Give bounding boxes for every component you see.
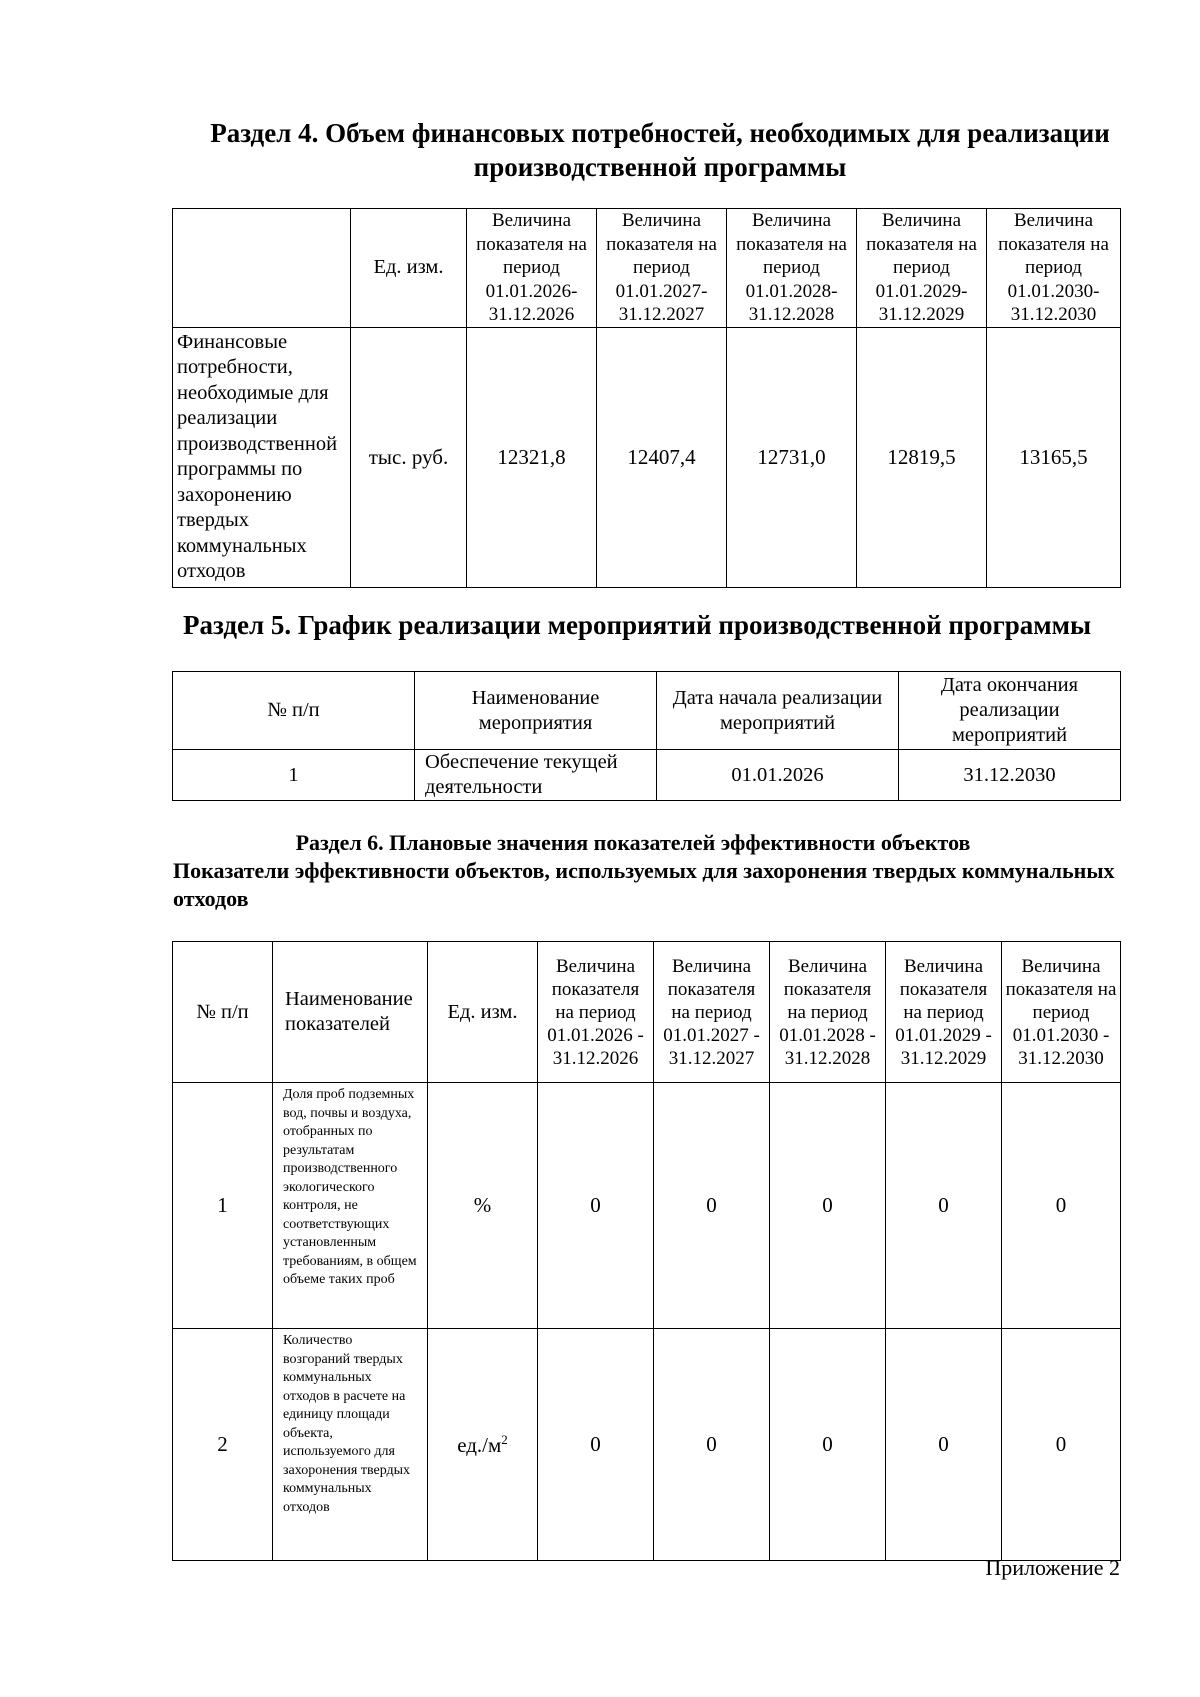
header-cell [173,209,351,328]
table-row [173,327,1121,587]
appendix-label: Приложение 2 [985,1555,1120,1580]
header-activity-name: Наименование мероприятия [415,672,657,750]
header-unit: Ед. изм. [351,209,467,328]
row-unit: ед./м [457,1432,502,1457]
section-6-title-line2: Показатели эффективности объектов, используемых для захоронения твердых коммунальных отходов [173,858,1115,911]
value-2029: 0 [886,1329,1002,1561]
row-number: 1 [173,750,415,801]
table-header-row [173,672,1121,750]
header-period-2027: Величина показателя на период 01.01.2027 - 31.12.2027 [654,942,770,1083]
header-unit: Ед. изм. [428,942,538,1083]
schedule-table [172,671,1121,801]
header-period-2028: Величина показателя на период 01.01.2028-31.12.2028 [727,209,857,328]
value-2030: 0 [1002,1329,1121,1561]
section-6-title [173,829,1133,913]
value-2027: 0 [654,1083,770,1329]
value-2027: 0 [654,1329,770,1561]
table-header-row [173,209,1121,328]
header-end-date: Дата окончания реализации мероприятий [899,672,1121,750]
table-header-row [173,942,1121,1083]
financial-needs-table [172,208,1121,588]
section-4-title: Раздел 4. Объем финансовых потребностей, необходимых для реализации производственной программы [210,118,1110,182]
value-2028: 0 [770,1329,886,1561]
value-2028: 0 [770,1083,886,1329]
header-indicator-name: Наименование показателей [273,942,428,1083]
row-number: 1 [173,1083,273,1329]
value-2026: 0 [538,1329,654,1561]
value-2029: 12819,5 [857,327,987,587]
header-period-2026: Величина показателя на период 01.01.2026 - 31.12.2026 [538,942,654,1083]
section-5-title: Раздел 5. График реализации мероприятий производственной программы [183,610,1092,640]
row-unit: % [428,1083,538,1329]
header-period-2029: Величина показателя на период 01.01.2029-31.12.2029 [857,209,987,328]
header-number: № п/п [173,672,415,750]
value-2028: 12731,0 [727,327,857,587]
row-indicator-name: Количество возгораний твердых коммунальных отходов в расчете на единицу площади объекта, используемого для захоронения твердых коммунальных отходов [273,1329,428,1561]
value-2029: 0 [886,1083,1002,1329]
row-unit: тыс. руб. [351,327,467,587]
header-period-2029: Величина показателя на период 01.01.2029 - 31.12.2029 [886,942,1002,1083]
header-period-2028: Величина показателя на период 01.01.2028 - 31.12.2028 [770,942,886,1083]
header-start-date: Дата начала реализации мероприятий [657,672,899,750]
value-2030: 13165,5 [987,327,1121,587]
row-number: 2 [173,1329,273,1561]
value-2027: 12407,4 [597,327,727,587]
row-activity-name: Обеспечение текущей деятельности [415,750,657,801]
row-unit-cell [428,1329,538,1561]
row-end-date: 31.12.2030 [899,750,1121,801]
table-row [173,750,1121,801]
header-period-2030: Величина показателя на период 01.01.2030-31.12.2030 [987,209,1121,328]
value-2030: 0 [1002,1083,1121,1329]
efficiency-indicators-table [172,941,1121,1561]
table-row [173,1329,1121,1561]
section-6-title-line1: Раздел 6. Плановые значения показателей эффективности объектов [295,830,971,855]
header-period-2030: Величина показателя на период 01.01.2030 - 31.12.2030 [1002,942,1121,1083]
row-indicator-name: Доля проб подземных вод, почвы и воздуха, отобранных по результатам производственного экологического контроля, не соответствующих установленным требованиям, в общем объеме таких проб [273,1083,428,1329]
value-2026: 0 [538,1083,654,1329]
header-period-2026: Величина показателя на период 01.01.2026-31.12.2026 [467,209,597,328]
table-row [173,1083,1121,1329]
unit-superscript: 2 [501,1431,508,1447]
header-number: № п/п [173,942,273,1083]
row-name: Финансовые потребности, необходимые для реализации производственной программы по захоронению твердых коммунальных отходов [173,327,351,587]
value-2026: 12321,8 [467,327,597,587]
row-start-date: 01.01.2026 [657,750,899,801]
header-period-2027: Величина показателя на период 01.01.2027-31.12.2027 [597,209,727,328]
